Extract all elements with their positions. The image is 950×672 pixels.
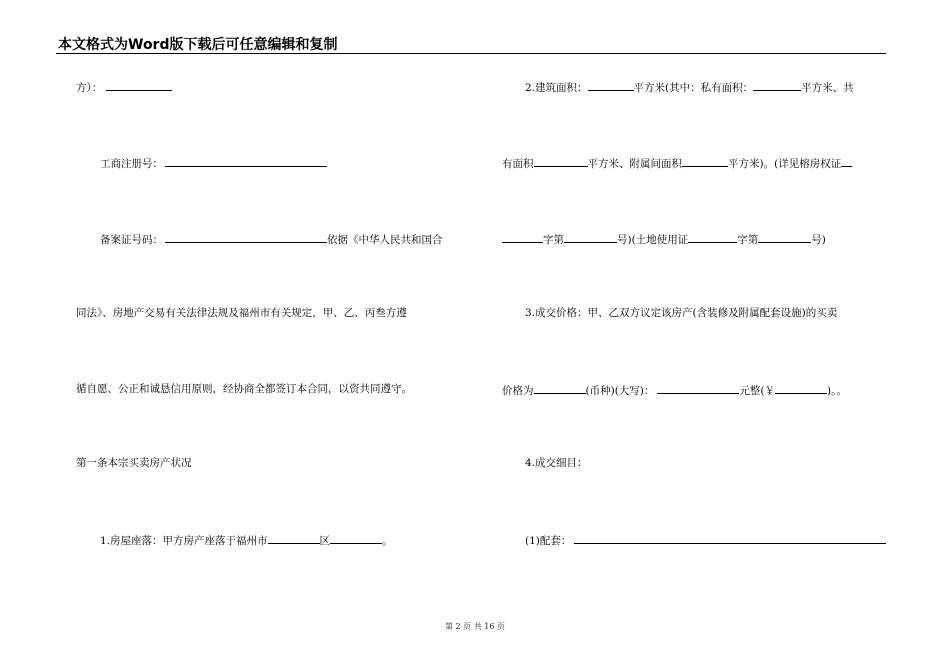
legal-basis-text: 依据《中华人民共和国合: [327, 234, 443, 246]
header-divider: [56, 53, 886, 54]
transaction-details-heading: 4.成交细目：: [525, 457, 588, 469]
land-cert-zi-label: 字第: [737, 234, 759, 246]
land-cert-blank[interactable]: [688, 231, 737, 243]
right-line-3: [502, 231, 826, 247]
fittings-label: (1)配套：: [525, 535, 572, 547]
left-line-7: [100, 532, 393, 548]
building-area-blank[interactable]: [588, 79, 634, 91]
shared-area-label-end: 有面积: [502, 158, 534, 170]
city-district-blank[interactable]: [268, 532, 320, 544]
annex-area-blank[interactable]: [682, 155, 728, 167]
currency-label: (币种)(大写)：: [585, 385, 655, 397]
price-uppercase-blank[interactable]: [657, 382, 739, 394]
shared-area-label-start: 平方米、共: [801, 82, 854, 94]
price-end: )。。: [827, 385, 847, 397]
price-yuan-label: 元整(￥: [739, 385, 775, 397]
business-reg-blank[interactable]: [165, 155, 327, 167]
filing-no-blank[interactable]: [165, 231, 327, 243]
left-line-2: [100, 155, 327, 171]
title-cert-no-blank[interactable]: [564, 231, 617, 243]
land-cert-no-blank[interactable]: [758, 231, 811, 243]
title-cert-blank-start[interactable]: [841, 155, 852, 167]
fittings-blank[interactable]: [574, 532, 886, 544]
document-header-title: 本文格式为Word版下载后可任意编辑和复制: [58, 37, 338, 53]
right-line-2: [502, 155, 852, 171]
transaction-price-clause: 3.成交价格：甲、乙双方议定该房产(含装修及附属配套设施)的买卖: [525, 307, 838, 319]
shared-area-blank[interactable]: [534, 155, 588, 167]
left-line-5: 循自愿、公正和诚恳信用原则，经协商全都签订本合同，以资共同遵守。: [76, 383, 412, 395]
land-cert-end: 号): [811, 234, 826, 246]
party-blank[interactable]: [106, 79, 172, 91]
price-amount-blank[interactable]: [534, 382, 586, 394]
location-label: 1.房屋座落：甲方房产座落于福州市: [100, 535, 268, 547]
left-line-4: 同法》、房地产交易有关法律法规及福州市有关规定，甲、乙、丙叁方遵: [76, 307, 407, 319]
location-detail-blank[interactable]: [330, 532, 382, 544]
price-label: 价格为: [502, 385, 534, 397]
left-line-3: [100, 231, 443, 247]
title-cert-zi-label: 字第: [543, 234, 564, 246]
filing-no-label: 备案证号码：: [100, 234, 163, 246]
location-end: 。: [382, 535, 393, 547]
title-cert-blank[interactable]: [502, 231, 543, 243]
title-cert-label: 平方米)。(详见榕房权证: [728, 158, 842, 170]
land-cert-label: 号)(土地使用证: [617, 234, 689, 246]
private-area-blank[interactable]: [753, 79, 801, 91]
right-line-5: [502, 382, 847, 398]
right-line-1: [525, 79, 854, 95]
article-1-heading: 第一条本宗买卖房产状况: [76, 457, 192, 469]
left-line-1: [76, 79, 172, 95]
page-number: 第 2 页 共 16 页: [445, 622, 505, 631]
business-reg-label: 工商注册号：: [100, 158, 163, 170]
building-area-label: 2.建筑面积：: [525, 82, 588, 94]
annex-area-label: 平方米、附属间面积: [587, 158, 682, 170]
district-label: 区: [319, 535, 331, 547]
price-number-blank[interactable]: [775, 382, 827, 394]
right-line-7: [525, 532, 886, 548]
party-label-tail: 方）：: [76, 82, 103, 94]
private-area-label: 平方米(其中：私有面积：: [633, 82, 754, 94]
